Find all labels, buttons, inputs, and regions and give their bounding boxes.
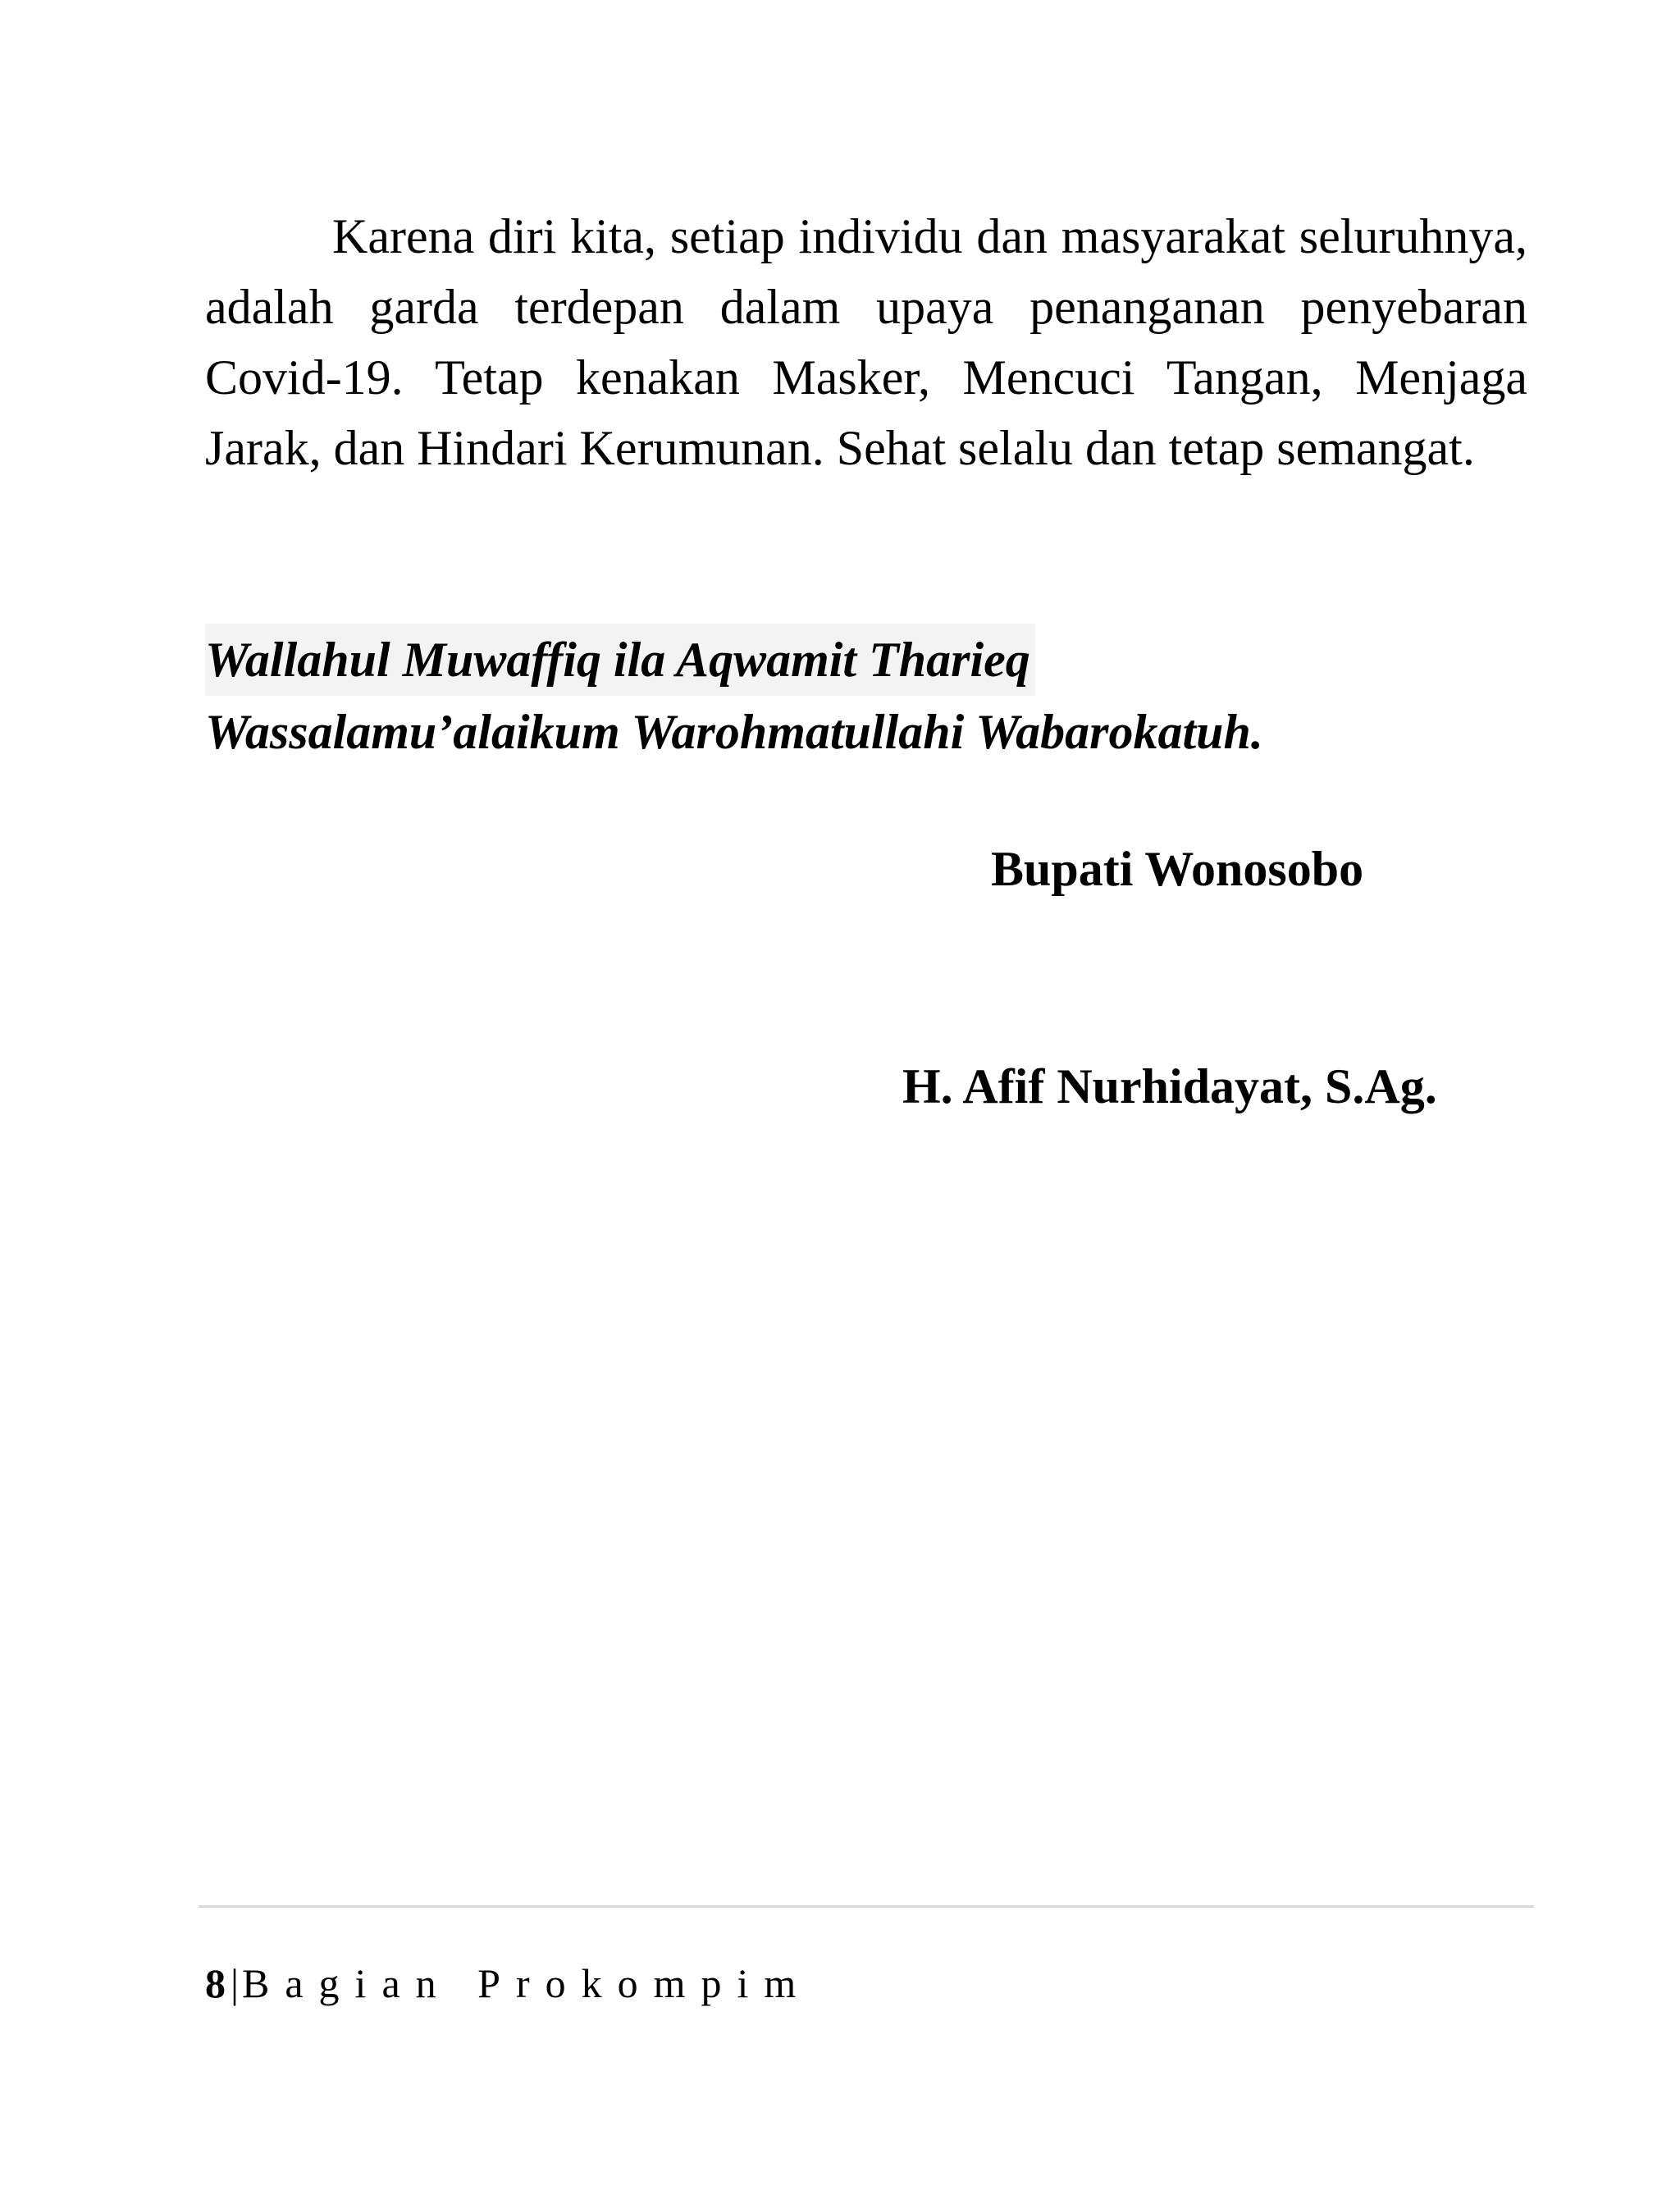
closing-line-2: Wassalamu’alaikum Warohmatullahi Wabarokatuh. [205, 705, 1263, 759]
closing-line-1: Wallahul Muwaffiq ila Aqwamit Tharieq [205, 624, 1035, 696]
footer-page-number: 8 [205, 1960, 226, 2006]
closing-greeting [205, 624, 1263, 768]
page-footer [205, 1959, 811, 2007]
signature-name: H. Afif Nurhidayat, S.Ag. [902, 1059, 1437, 1113]
signature-title: Bupati Wonosobo [991, 842, 1364, 896]
footer-separator: | [231, 1960, 240, 2006]
footer-label: Bagian Prokompim [242, 1960, 812, 2006]
footer-divider [199, 1905, 1534, 1908]
body-paragraph: Karena diri kita, setiap individu dan masyarakat seluruhnya, adalah garda terdepan dalam upaya penanganan penyebaran Covid-19. Tetap kenakan Masker, Mencuci Tangan, Menjaga Jarak, dan Hindari Kerumunan. Sehat selalu dan tetap semangat. [205, 209, 1527, 475]
